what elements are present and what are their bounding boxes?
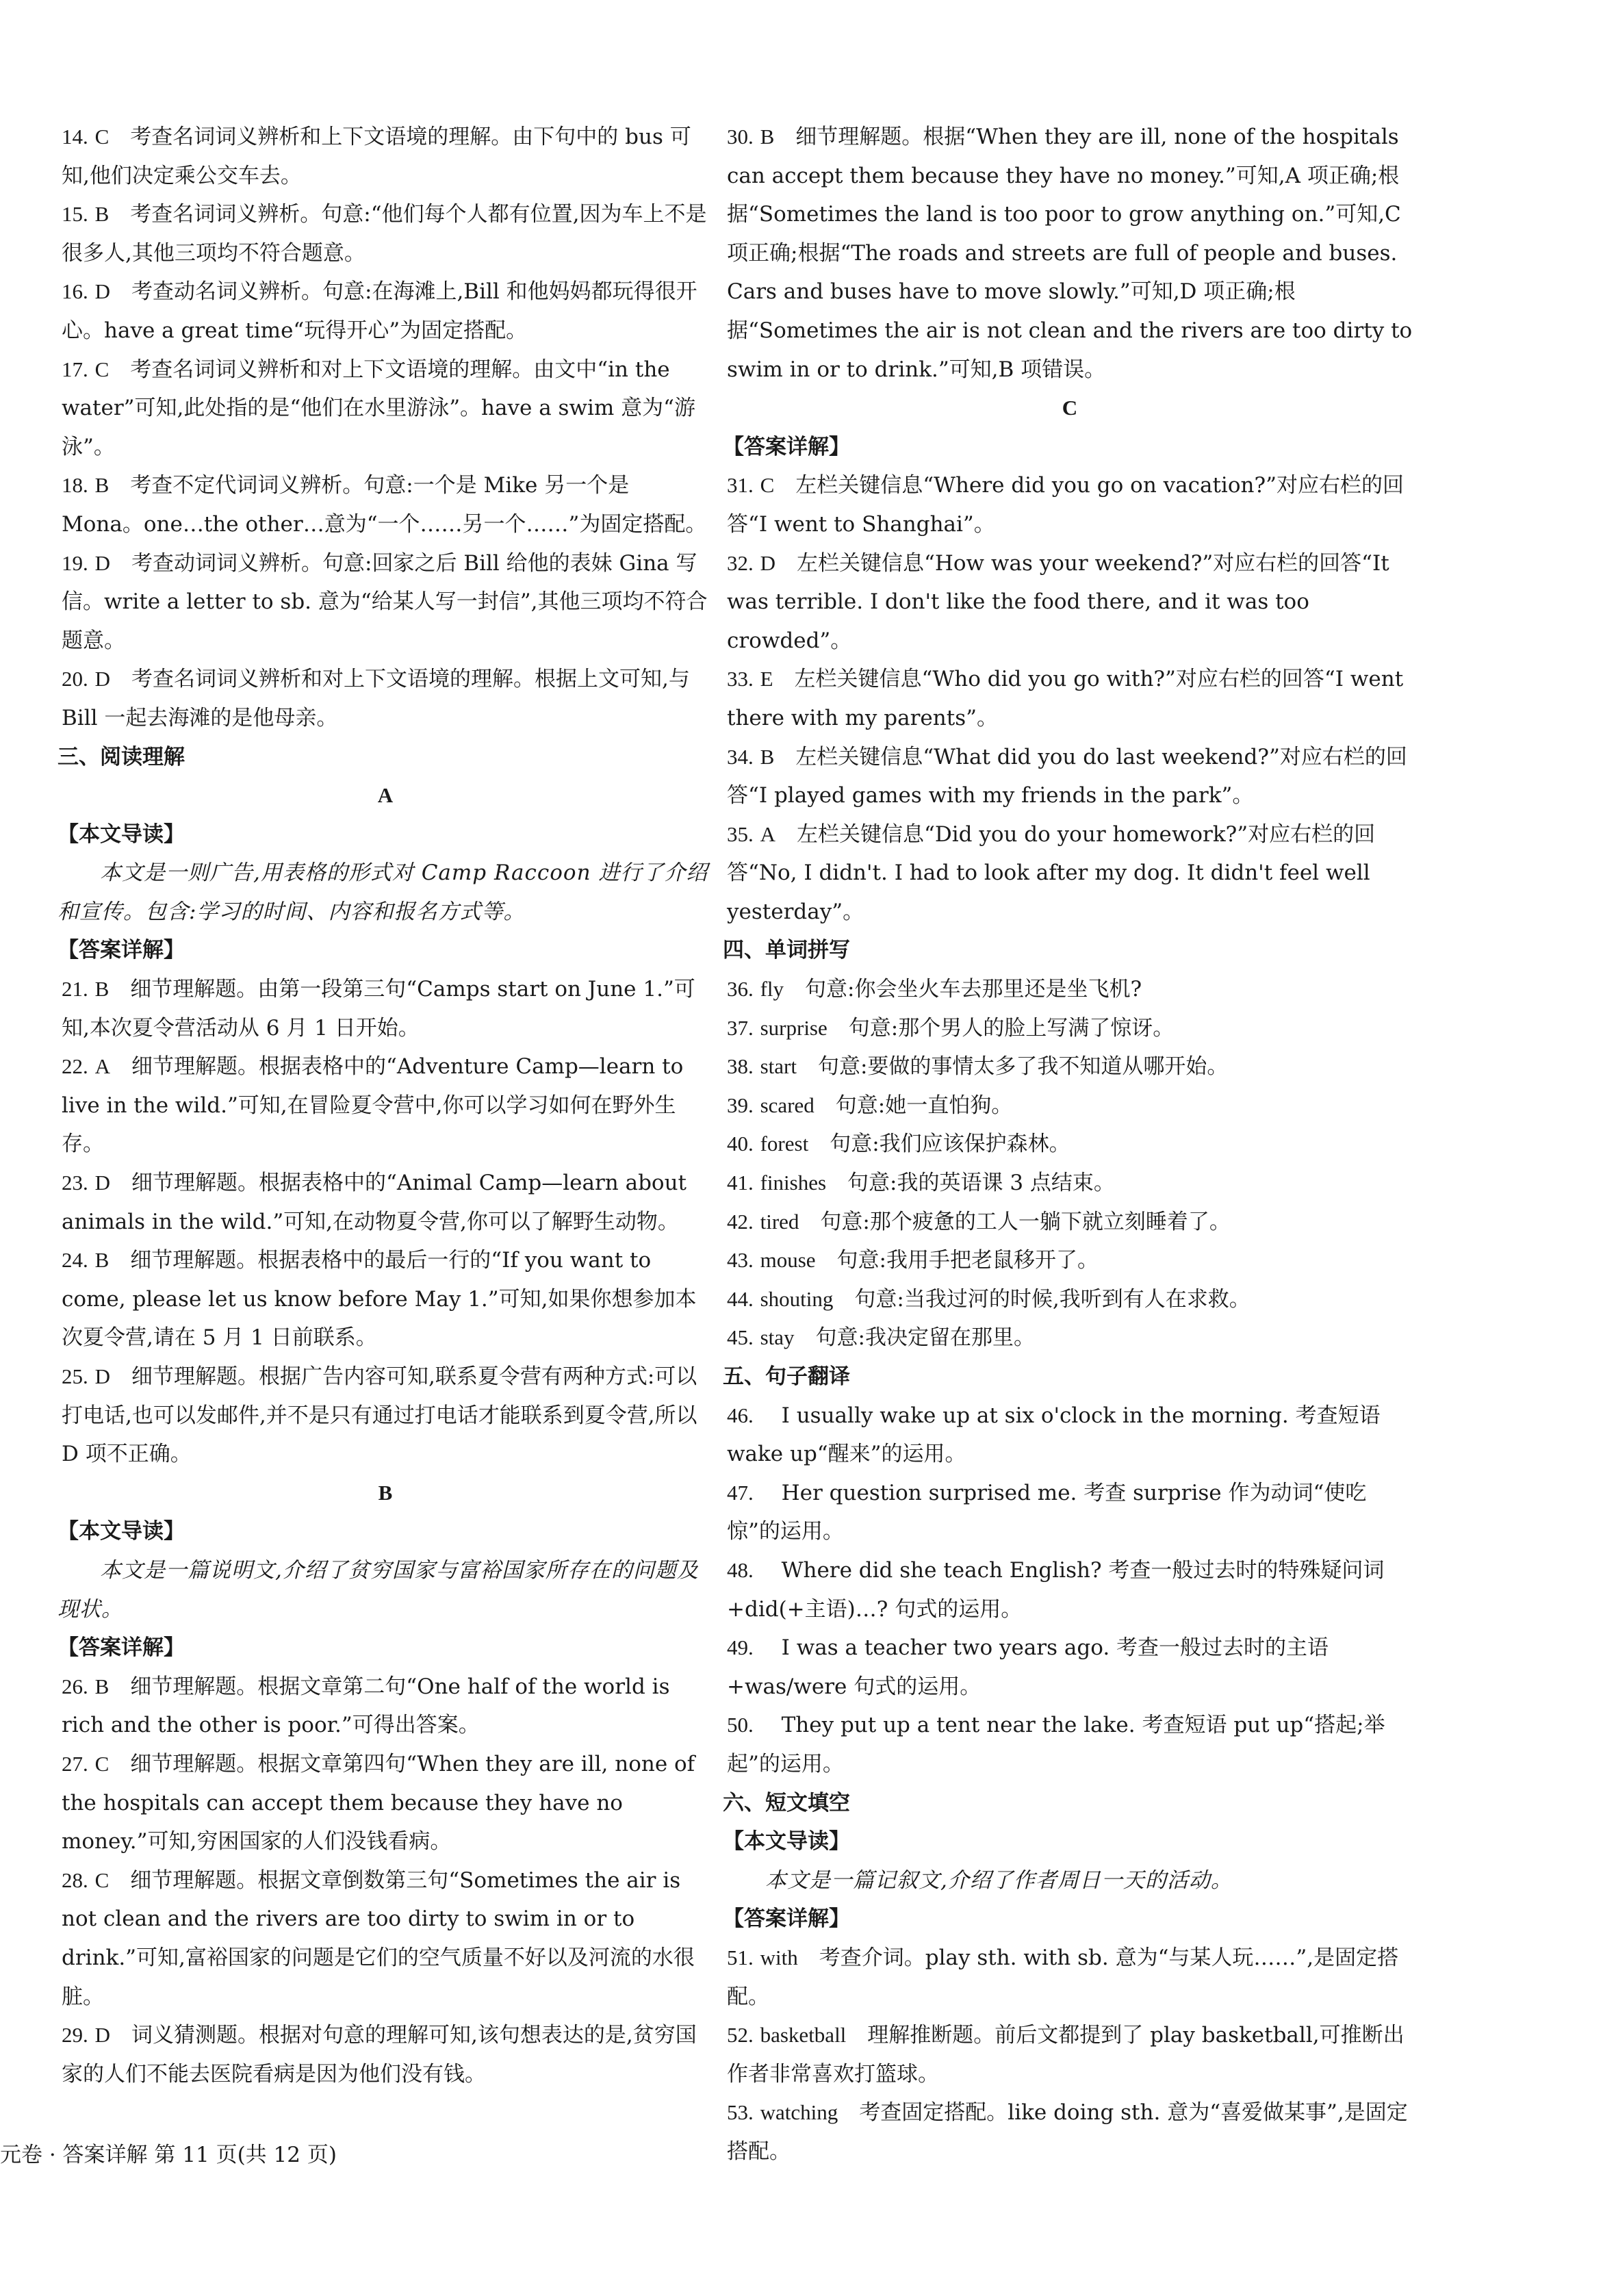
answer-item [723,466,1417,544]
answer-item [723,1396,1417,1474]
answer-item [57,660,713,737]
item-explanation: 考查介词。play sth. with sb. 意为“与某人玩……”,是固定搭配。 [727,1945,1399,2009]
item-explanation: 考查名词词义辨析。句意:“他们每个人都有位置,因为车上不是很多人,其他三项均不符合题意。 [62,202,707,266]
item-explanation: 左栏关键信息“How was your weekend?”对应右栏的回答“It was terrible. I don't like the food there, and it was too crowded”。 [727,550,1389,653]
item-number: 21. [62,977,88,1002]
item-answer: D [94,550,110,575]
item-explanation: 左栏关键信息“Who did you go with?”对应右栏的回答“I went there with my parents”。 [727,667,1404,730]
item-explanation: I usually wake up at six o'clock in the morning. 考查短语 wake up“醒来”的运用。 [727,1403,1381,1467]
answer-item [723,738,1417,815]
item-number: 19. [62,550,88,575]
answer-item [723,1939,1417,2016]
item-number: 37. [727,1015,754,1040]
item-answer: B [94,473,110,498]
item-explanation: 句意:我用手把老鼠移开了。 [836,1248,1099,1273]
item-explanation: Her question surprised me. 考查 surprise 作为动词“使吃惊”的运用。 [727,1480,1367,1544]
item-explanation: 句意:我决定留在那里。 [815,1325,1035,1351]
item-number: 16. [62,279,88,304]
item-number: 18. [62,473,88,498]
answer-item [723,1009,1417,1048]
answer-item [723,660,1417,737]
page-footer: 元卷 · 答案详解 第 11 页(共 12 页) [0,2143,337,2167]
answer-item [723,1241,1417,1280]
item-number: 52. [727,2023,754,2048]
answer-item [723,118,1417,389]
item-explanation: 细节理解题。根据广告内容可知,联系夏令营有两种方式:可以打电话,也可以发邮件,并不是只有通过打电话才能联系到夏令营,所以 D 项不正确。 [62,1364,697,1467]
item-number: 24. [62,1248,88,1273]
passage-intro: 本文是一篇说明文,介绍了贫穷国家与富裕国家所存在的问题及现状。 [57,1557,699,1622]
item-number: 46. [727,1403,754,1427]
answer-item [57,544,713,661]
item-number: 14. [62,125,88,149]
item-number: 31. [727,473,754,498]
item-number: 20. [62,667,88,691]
answer-item [723,815,1417,932]
item-answer: scared [760,1093,815,1117]
item-answer: D [760,550,775,575]
item-number: 38. [727,1054,754,1079]
bracket-heading: 【本文导读】 [723,1829,850,1854]
answer-item [57,2016,713,2093]
item-explanation: 考查固定搭配。like doing sth. 意为“喜爱做某事”,是固定搭配。 [727,2100,1408,2164]
item-number: 42. [727,1209,754,1234]
answer-item [57,272,713,350]
item-explanation: 句意:那个男人的脸上写满了惊讶。 [848,1015,1175,1041]
item-explanation: 细节理解题。根据文章第二句“One half of the world is rich and the other is poor.”可得出答案。 [62,1674,670,1738]
item-number: 27. [62,1751,88,1776]
answer-item [723,2093,1417,2171]
item-explanation: I was a teacher two years ago. 考查一般过去时的主语+was/were 句式的运用。 [727,1635,1329,1699]
item-explanation: 词义猜测题。根据对句意的理解可知,该句想表达的是,贫穷国家的人们不能去医院看病是因为他们没有钱。 [62,2023,697,2087]
answer-item [723,1125,1417,1164]
item-answer: mouse [760,1248,816,1273]
item-answer: B [94,977,110,1002]
item-answer: A [760,821,775,846]
section-heading: 五、句子翻译 [723,1364,850,1389]
item-explanation: 句意:我的英语课 3 点结束。 [847,1171,1115,1196]
item-number: 30. [727,125,754,149]
item-explanation: 理解推断题。前后文都提到了 play basketball,可推断出作者非常喜欢打篮球。 [727,2023,1405,2087]
item-answer: D [94,1364,110,1388]
answer-item [723,1706,1417,1783]
passage-letter: B [378,1480,393,1505]
item-explanation: 考查名词词义辨析和上下文语境的理解。由下句中的 bus 可知,他们决定乘公交车去。 [62,125,691,188]
item-answer: D [94,279,110,304]
item-explanation: They put up a tent near the lake. 考查短语 put up“搭起;举起”的运用。 [727,1713,1385,1776]
item-answer: fly [760,977,784,1002]
item-explanation: 细节理解题。根据文章倒数第三句“Sometimes the air is not clean and the rivers are too dirty to swim in or to drink.”可知,富裕国家的问题是它们的空气质量不好以及河流的水很脏。 [62,1867,695,2009]
item-explanation: Where did she teach English? 考查一般过去时的特殊疑问词+did(+主语)…? 句式的运用。 [727,1557,1385,1622]
answer-item [723,1164,1417,1203]
item-explanation: 左栏关键信息“What did you do last weekend?”对应右栏的回答“I played games with my friends in the park”。 [727,744,1407,808]
item-answer: B [94,1674,110,1698]
item-number: 15. [62,202,88,227]
item-answer: surprise [760,1015,828,1040]
item-number: 50. [727,1713,754,1737]
passage-letter: C [1062,396,1078,420]
item-number: 22. [62,1054,88,1079]
item-explanation: 左栏关键信息“Did you do your homework?”对应右栏的回答“No, I didn't. I had to look after my dog. It didn't feel well yesterday”。 [727,821,1376,924]
bracket-heading: 【答案详解】 [723,434,850,459]
item-answer: basketball [760,2023,847,2048]
item-number: 29. [62,2023,88,2048]
item-number: 23. [62,1171,88,1195]
answer-item [57,195,713,272]
item-answer: B [760,744,775,769]
section-heading: 三、阅读理解 [57,744,185,769]
item-answer: C [94,125,110,149]
item-answer: A [94,1054,110,1079]
item-answer: stay [760,1325,795,1350]
item-number: 53. [727,2100,754,2125]
item-explanation: 句意:要做的事情太多了我不知道从哪开始。 [817,1054,1229,1080]
answer-item [723,1086,1417,1125]
item-number: 48. [727,1557,754,1582]
passage-intro: 本文是一则广告,用表格的形式对 Camp Raccoon 进行了介绍和宣传。包含:学习的时间、内容和报名方式等。 [57,860,708,924]
item-answer: finishes [760,1171,827,1195]
item-explanation: 考查名词词义辨析和对上下文语境的理解。根据上文可知,与 Bill 一起去海滩的是他母亲。 [62,667,690,730]
item-number: 35. [727,821,754,846]
answer-item [723,1280,1417,1319]
item-number: 34. [727,744,754,769]
answer-item [723,1047,1417,1086]
item-answer: with [760,1945,798,1969]
item-number: 51. [727,1945,754,1969]
item-number: 43. [727,1248,754,1273]
item-explanation: 细节理解题。根据表格中的最后一行的“If you want to come, please let us know before May 1.”可知,如果你想参加本次夏令营,请在 5 月 1 日前联系。 [62,1248,697,1351]
item-number: 26. [62,1674,88,1698]
item-number: 39. [727,1093,754,1117]
item-answer: D [94,2023,110,2048]
passage-intro: 本文是一篇记叙文,介绍了作者周日一天的活动。 [765,1867,1233,1893]
item-answer: B [760,125,775,149]
left-column [57,118,713,2093]
item-explanation: 细节理解题。由第一段第三句“Camps start on June 1.”可知,本次夏令营活动从 6 月 1 日开始。 [62,977,695,1041]
item-explanation: 细节理解题。根据文章第四句“When they are ill, none of the hospitals can accept them because they have no money.”可知,穷困国家的人们没钱看病。 [62,1751,695,1854]
item-answer: forest [760,1132,809,1156]
item-answer: C [94,357,110,381]
item-number: 45. [727,1325,754,1350]
item-answer: B [94,1248,110,1273]
section-heading: 六、短文填空 [723,1790,850,1815]
answer-item [57,1745,713,1861]
answer-item [57,970,713,1047]
item-explanation: 细节理解题。根据表格中的“Animal Camp—learn about animals in the wild.”可知,在动物夏令营,你可以了解野生动物。 [62,1171,687,1234]
item-number: 28. [62,1867,88,1892]
item-number: 47. [727,1480,754,1505]
section-heading: 四、单词拼写 [723,938,850,963]
item-explanation: 考查不定代词词义辨析。句意:一个是 Mike 另一个是 Mona。one…the other…意为“一个……另一个……”为固定搭配。 [62,473,707,537]
item-number: 32. [727,550,754,575]
answer-item [57,1668,713,1745]
item-answer: shouting [760,1286,834,1311]
bracket-heading: 【答案详解】 [57,1635,185,1661]
item-answer: D [94,667,110,691]
item-answer: D [94,1171,110,1195]
answer-item [57,350,713,467]
item-number: 17. [62,357,88,381]
answer-item [723,1629,1417,1706]
right-column [723,118,1417,2171]
item-explanation: 句意:她一直怕狗。 [835,1093,1013,1118]
answer-item [723,1474,1417,1551]
answer-item [57,1357,713,1474]
item-answer: start [760,1054,797,1079]
item-number: 44. [727,1286,754,1311]
item-explanation: 考查名词词义辨析和对上下文语境的理解。由文中“in the water”可知,此处指的是“他们在水里游泳”。have a swim 意为“游泳”。 [62,357,695,459]
item-number: 41. [727,1171,754,1195]
answer-item [723,2016,1417,2093]
answer-item [57,1164,713,1241]
item-number: 25. [62,1364,88,1388]
item-explanation: 句意:你会坐火车去那里还是坐飞机? [805,977,1142,1002]
item-explanation: 左栏关键信息“Where did you go on vacation?”对应右栏的回答“I went to Shanghai”。 [727,473,1404,537]
answer-item [723,970,1417,1009]
item-explanation: 考查动名词义辨析。句意:在海滩上,Bill 和他妈妈都玩得很开心。have a great time“玩得开心”为固定搭配。 [62,279,697,343]
bracket-heading: 【答案详解】 [723,1906,850,1932]
answer-item [723,1551,1417,1629]
item-explanation: 考查动词词义辨析。句意:回家之后 Bill 给他的表妹 Gina 写信。write a letter to sb. 意为“给某人写一封信”,其他三项均不符合题意。 [62,550,708,653]
item-answer: tired [760,1209,799,1234]
passage-letter: A [377,783,394,808]
item-number: 33. [727,667,754,691]
item-answer: E [760,667,773,691]
bracket-heading: 【答案详解】 [57,938,185,963]
answer-item [57,1047,713,1164]
item-answer: watching [760,2100,838,2125]
item-number: 49. [727,1635,754,1660]
item-explanation: 句意:当我过河的时候,我听到有人在求救。 [854,1286,1251,1312]
item-answer: C [94,1751,110,1776]
bracket-heading: 【本文导读】 [57,1519,185,1544]
answer-item [723,1203,1417,1242]
item-number: 40. [727,1132,754,1156]
answer-item [57,466,713,544]
item-explanation: 细节理解题。根据表格中的“Adventure Camp—learn to live in the wild.”可知,在冒险夏令营中,你可以学习如何在野外生存。 [62,1054,684,1157]
item-answer: C [94,1867,110,1892]
item-explanation: 句意:我们应该保护森林。 [830,1132,1070,1157]
answer-item [57,1861,713,2016]
item-answer: B [94,202,110,227]
bracket-heading: 【本文导读】 [57,821,185,847]
item-explanation: 细节理解题。根据“When they are ill, none of the hospitals can accept them because they have no money.”可知,A 项正确;根据“Sometimes the land is too poor to grow anything on.”可知,C 项正确;根据“The roads and streets are full of people and buses. Cars and buses have to move slowly.”可知,D 项正确;根据“Sometimes the air is not clean and the rivers are too dirty to swim in or to drink.”可知,B 项错误。 [727,125,1413,382]
item-number: 36. [727,977,754,1002]
answer-item [723,1318,1417,1357]
item-explanation: 句意:那个疲惫的工人一躺下就立刻睡着了。 [820,1209,1231,1234]
answer-item [723,544,1417,661]
item-answer: C [760,473,775,498]
answer-item [57,118,713,195]
answer-item [57,1241,713,1357]
